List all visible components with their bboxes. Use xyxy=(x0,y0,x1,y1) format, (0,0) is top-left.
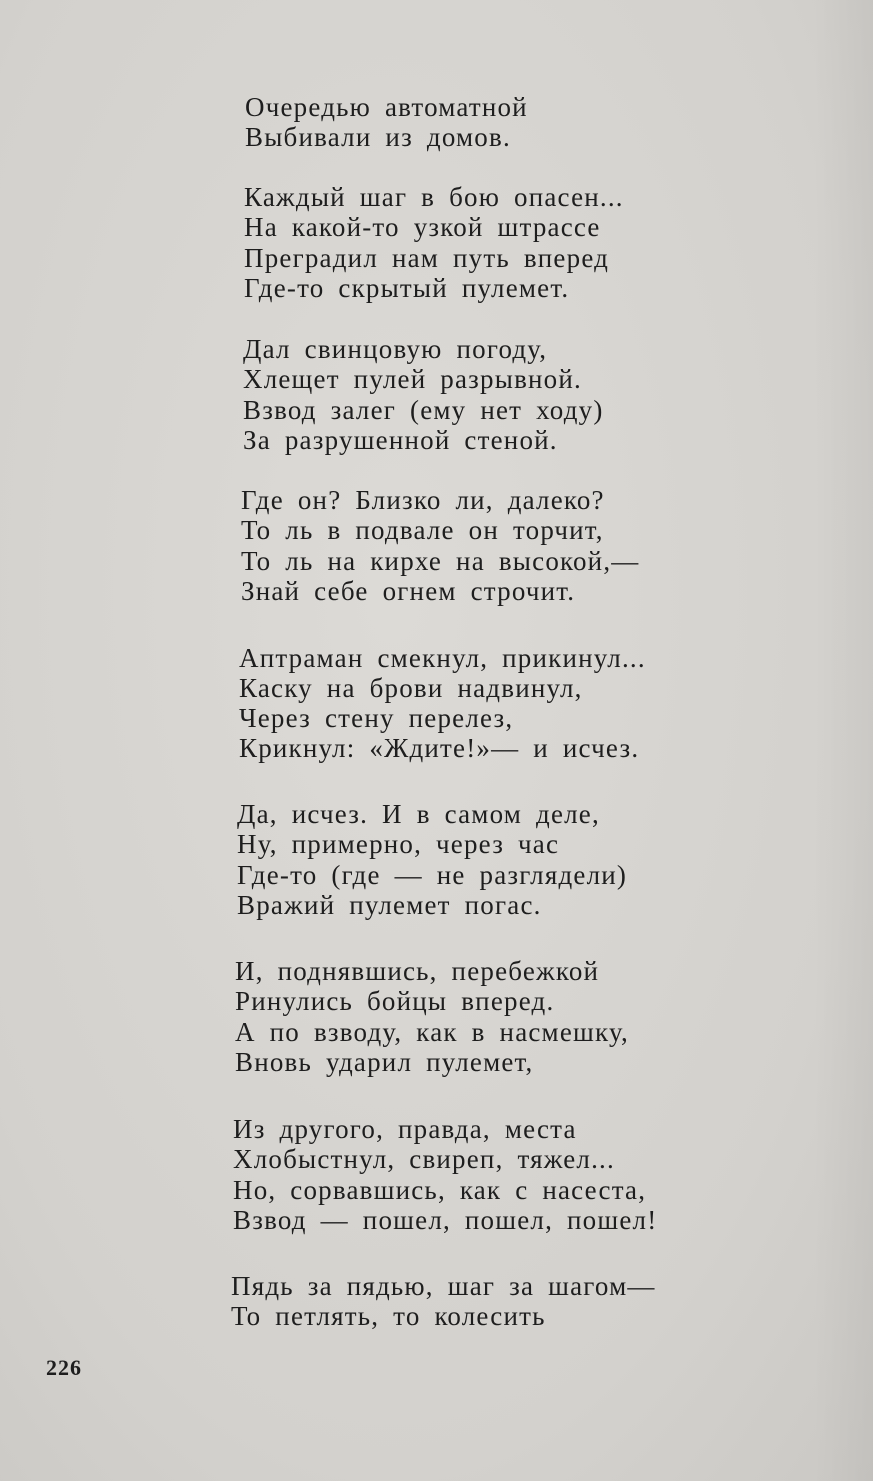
poem-line: То ль в подвале он торчит, xyxy=(241,515,604,545)
poem-line: Дал свинцовую погоду, xyxy=(243,334,548,364)
poem-line: Ринулись бойцы вперед. xyxy=(235,986,555,1016)
poem-line: Преградил нам путь вперед xyxy=(244,243,610,273)
poem-line: Очередью автоматной xyxy=(245,92,528,122)
poem-line: Да, исчез. И в самом деле, xyxy=(237,799,600,829)
poem-line: На какой-то узкой штрассе xyxy=(244,212,601,242)
poem-line: Где-то (где — не разглядели) xyxy=(237,860,628,890)
poem-line: Вражий пулемет погас. xyxy=(237,890,542,920)
poem-line: Из другого, правда, места xyxy=(233,1114,577,1144)
poem-line: Вновь ударил пулемет, xyxy=(235,1047,534,1077)
poem-line: Хлобыстнул, свиреп, тяжел... xyxy=(233,1144,615,1174)
poem-line: Знай себе огнем строчит. xyxy=(241,576,576,606)
poem-line: Крикнул: «Ждите!»— и исчез. xyxy=(239,733,640,763)
poem-line: Взвод — пошел, пошел, пошел! xyxy=(233,1205,658,1235)
poem-line: Взвод залег (ему нет ходу) xyxy=(243,395,604,425)
poem-line: За разрушенной стеной. xyxy=(243,425,558,455)
poem-line: Выбивали из домов. xyxy=(245,122,511,152)
poem-line: Хлещет пулей разрывной. xyxy=(243,364,582,394)
poem-line: Ну, примерно, через час xyxy=(237,829,560,859)
poem-line: Аптраман смекнул, прикинул... xyxy=(239,643,646,673)
poem-line: Пядь за пядью, шаг за шагом— xyxy=(231,1271,656,1301)
page-number: 226 xyxy=(46,1355,82,1380)
poem-line: Каску на брови надвинул, xyxy=(239,673,583,703)
poem-line: Где-то скрытый пулемет. xyxy=(244,273,570,303)
poem-line: Каждый шаг в бою опасен... xyxy=(244,182,624,212)
poem-line: Через стену перелез, xyxy=(239,703,514,733)
poem-line: Но, сорвавшись, как с насеста, xyxy=(233,1175,647,1205)
poem-line: Где он? Близко ли, далеко? xyxy=(241,485,605,515)
poem-line: То петлять, то колесить xyxy=(231,1301,546,1331)
poem-line: И, поднявшись, перебежкой xyxy=(235,956,600,986)
poem-line: А по взводу, как в насмешку, xyxy=(235,1017,629,1047)
poem-line: То ль на кирхе на высокой,— xyxy=(241,546,640,576)
